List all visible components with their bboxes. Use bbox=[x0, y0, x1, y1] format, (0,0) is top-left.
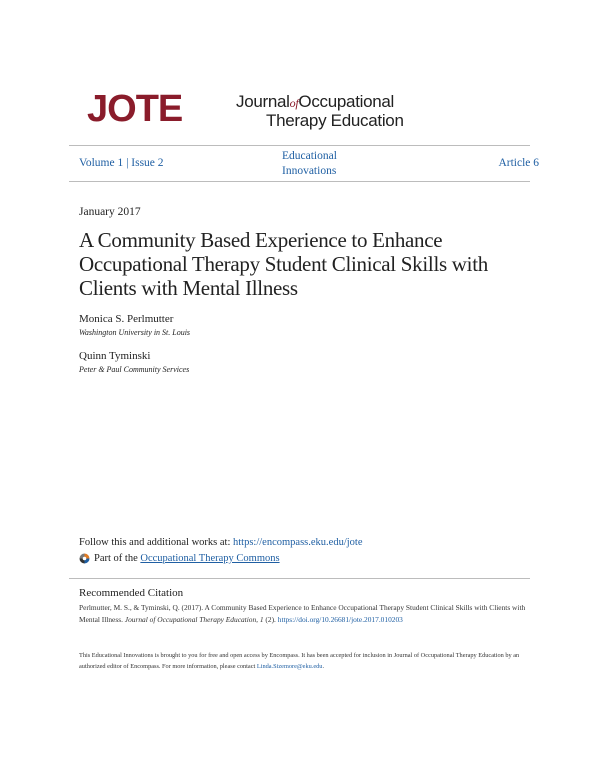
section-link[interactable] bbox=[282, 149, 337, 179]
contact-email-link[interactable]: Linda.Sizemore@eku.edu bbox=[256, 663, 323, 670]
footer-text: This Educational Innovations is brought to you for free and open access by Encompass. It has been accepted for inclusion in Journal of Occupational Therapy Education by an authorized editor of Encompass. For more information, please contact bbox=[79, 652, 520, 670]
section-line1: Educational bbox=[282, 150, 337, 162]
publication-date: January 2017 bbox=[79, 206, 141, 218]
journal-name-of: of bbox=[289, 96, 299, 110]
journal-name-line2: Therapy Education bbox=[266, 111, 404, 130]
recommended-citation-heading: Recommended Citation bbox=[79, 587, 184, 599]
part-of-prefix: Part of the bbox=[94, 553, 138, 564]
part-of-line bbox=[79, 553, 280, 564]
follow-line bbox=[79, 537, 362, 548]
doi-link[interactable]: https://doi.org/10.26681/jote.2017.010203 bbox=[277, 615, 403, 624]
section-line2: Innovations bbox=[282, 165, 337, 177]
footer-end: . bbox=[322, 663, 325, 670]
bepress-commons-icon bbox=[79, 553, 90, 564]
repository-link[interactable]: https://encompass.eku.edu/jote bbox=[233, 537, 363, 548]
citation-journal: Journal of Occupational Therapy Education, 1 bbox=[124, 615, 264, 624]
author-name: Monica S. Perlmutter bbox=[79, 313, 174, 325]
author-name: Quinn Tyminski bbox=[79, 350, 151, 362]
article-link[interactable]: Article 6 bbox=[498, 157, 539, 169]
volume-issue bbox=[79, 157, 164, 169]
commons-link[interactable]: Occupational Therapy Commons bbox=[140, 553, 280, 564]
journal-logo-text bbox=[236, 93, 404, 129]
citation-divider bbox=[69, 578, 530, 579]
author-affiliation: Washington University in St. Louis bbox=[79, 328, 191, 337]
citation-text bbox=[79, 602, 529, 626]
jote-logo: JOTE bbox=[87, 88, 183, 130]
author-affiliation: Peter & Paul Community Services bbox=[79, 365, 190, 374]
issue-link[interactable]: Issue 2 bbox=[131, 157, 164, 169]
follow-prefix: Follow this and additional works at: bbox=[79, 537, 231, 548]
volume-link[interactable]: Volume 1 bbox=[79, 157, 124, 169]
article-title: A Community Based Experience to Enhance Occupational Therapy Student Clinical Skills with Clients with Mental Illness bbox=[79, 228, 488, 300]
citation-authors-title: Perlmutter, M. S., & Tyminski, Q. (2017). A Community Based Experience to Enhance Occupational Therapy Student Clinical Skills with Clients with Mental Illness. bbox=[79, 603, 526, 624]
footer-notice bbox=[79, 650, 531, 672]
issue-bar-divider bbox=[69, 181, 530, 182]
journal-name-part1: Journal bbox=[236, 92, 290, 111]
citation-issue: (2). bbox=[265, 615, 276, 624]
volume-issue-separator: | bbox=[126, 157, 129, 169]
journal-name-part2: Occupational bbox=[298, 92, 395, 111]
issue-bar bbox=[79, 149, 539, 179]
top-divider bbox=[69, 145, 530, 146]
